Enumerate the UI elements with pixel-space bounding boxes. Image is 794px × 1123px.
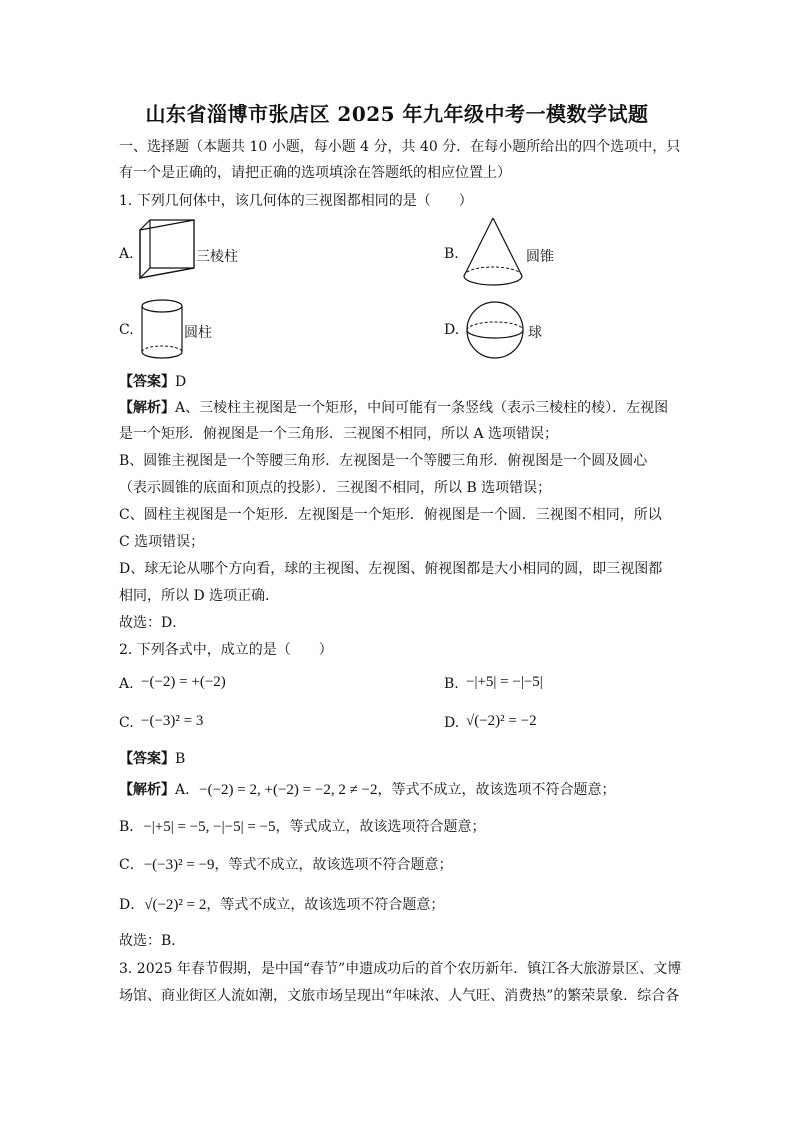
q1-analysis-line3: B、圆锥主视图是一个等腰三角形．左视图是一个等腰三角形．俯视图是一个圆及圆心 bbox=[119, 453, 648, 469]
analysis-text: ，等式不成立，故该选项不符合题意； bbox=[206, 897, 445, 913]
analysis-prefix: B． bbox=[119, 819, 144, 835]
q1-option-b-letter: B. bbox=[444, 246, 459, 262]
analysis-tag: 【解析】 bbox=[119, 400, 175, 416]
answer-tag: 【答案】 bbox=[119, 374, 175, 390]
q2-option-a-expr: −(−2) = +(−2) bbox=[141, 674, 226, 690]
answer-value: D bbox=[175, 374, 187, 390]
q1-analysis-line2: 是一个矩形．俯视图是一个三角形．三视图不相同，所以 A 选项错误； bbox=[119, 426, 559, 442]
q1-option-d-label: 球 bbox=[528, 325, 542, 341]
q2-analysis-b bbox=[119, 817, 679, 837]
q2-analysis-a bbox=[119, 780, 679, 800]
analysis-text: ，等式不成立，故该选项不符合题意； bbox=[214, 857, 453, 873]
q1-option-c-label: 圆柱 bbox=[184, 325, 212, 341]
analysis-expr: √(−2)² = 2 bbox=[144, 897, 207, 913]
q1-analysis-line7: D、球无论从哪个方向看，球的主视图、左视图、俯视图都是大小相同的圆，即三视图都 bbox=[119, 561, 663, 577]
q2-analysis-d bbox=[119, 895, 679, 915]
q1-option-a-label: 三棱柱 bbox=[196, 249, 238, 265]
q2-stem: 2. 下列各式中，成立的是（ ） bbox=[119, 642, 333, 658]
q2-option-b-letter: B. bbox=[444, 676, 459, 692]
q3-stem-line1: 3. 2025 年春节假期，是中国“春节”申遗成功后的首个农历新年．镇江各大旅游景区、文博 bbox=[119, 961, 682, 977]
analysis-expr: −|+5| = −5, −|−5| = −5 bbox=[143, 819, 276, 835]
analysis-text: ，等式不成立，故该选项不符合题意； bbox=[377, 782, 616, 798]
analysis-prefix: D． bbox=[119, 897, 145, 913]
q2-option-b-expr: −|+5| = −|−5| bbox=[466, 674, 543, 690]
sphere-icon bbox=[464, 300, 528, 360]
q2-option-d-letter: D. bbox=[444, 715, 460, 731]
q1-option-b-label: 圆锥 bbox=[526, 249, 554, 265]
q1-conclusion: 故选：D． bbox=[119, 615, 187, 631]
q2-option-c-expr: −(−3)² = 3 bbox=[141, 713, 204, 729]
q3-stem-line2: 场馆、商业街区人流如潮，文旅市场呈现出“年味浓、人气旺、消费热”的繁荣景象．综合各 bbox=[119, 988, 680, 1004]
q2-answer bbox=[119, 749, 679, 769]
q1-analysis-line1 bbox=[119, 398, 679, 418]
q1-analysis-line8: 相同，所以 D 选项正确． bbox=[119, 588, 280, 604]
section-instruction-line2: 有一个是正确的，请把正确的选项填涂在答题纸的相应位置上） bbox=[119, 165, 511, 181]
q1-analysis-line4: （表示圆锥的底面和顶点的投影）．三视图不相同，所以 B 选项错误； bbox=[119, 480, 552, 496]
q2-analysis-c bbox=[119, 855, 679, 875]
q2-option-d-expr: √(−2)² = −2 bbox=[466, 713, 537, 729]
analysis-prefix: C． bbox=[119, 857, 144, 873]
q1-option-a-letter: A. bbox=[119, 246, 134, 262]
q1-option-d-letter: D. bbox=[444, 322, 460, 338]
cylinder-icon bbox=[140, 298, 184, 362]
answer-value: B bbox=[175, 751, 186, 767]
cone-icon bbox=[462, 216, 524, 290]
analysis-tag: 【解析】 bbox=[119, 782, 175, 798]
q1-answer bbox=[119, 372, 679, 392]
analysis-expr: −(−3)² = −9 bbox=[143, 857, 215, 873]
q2-option-a-letter: A. bbox=[119, 676, 134, 692]
q1-stem: 1. 下列几何体中，该几何体的三视图都相同的是（ ） bbox=[119, 193, 473, 209]
analysis-text: A、三棱柱主视图是一个矩形，中间可能有一条竖线（表示三棱柱的棱）．左视图 bbox=[175, 400, 669, 416]
answer-tag: 【答案】 bbox=[119, 751, 175, 767]
analysis-text: ，等式成立，故该选项符合题意； bbox=[275, 819, 486, 835]
q2-conclusion: 故选：B． bbox=[119, 933, 186, 949]
q1-option-c-letter: C. bbox=[119, 322, 134, 338]
page-title: 山东省淄博市张店区 2025 年九年级中考一模数学试题 bbox=[145, 102, 649, 126]
q2-option-c-letter: C. bbox=[119, 715, 134, 731]
q1-analysis-line5: C、圆柱主视图是一个矩形．左视图是一个矩形．俯视图是一个圆．三视图不相同，所以 bbox=[119, 507, 662, 523]
triangular-prism-icon bbox=[138, 218, 198, 286]
q1-analysis-line6: C 选项错误； bbox=[119, 534, 205, 550]
analysis-prefix: A． bbox=[175, 782, 200, 798]
section-instruction-line1: 一、选择题（本题共 10 小题，每小题 4 分，共 40 分．在每小题所给出的四个选项中，只 bbox=[119, 139, 681, 155]
analysis-expr: −(−2) = 2, +(−2) = −2, 2 ≠ −2 bbox=[199, 782, 378, 798]
